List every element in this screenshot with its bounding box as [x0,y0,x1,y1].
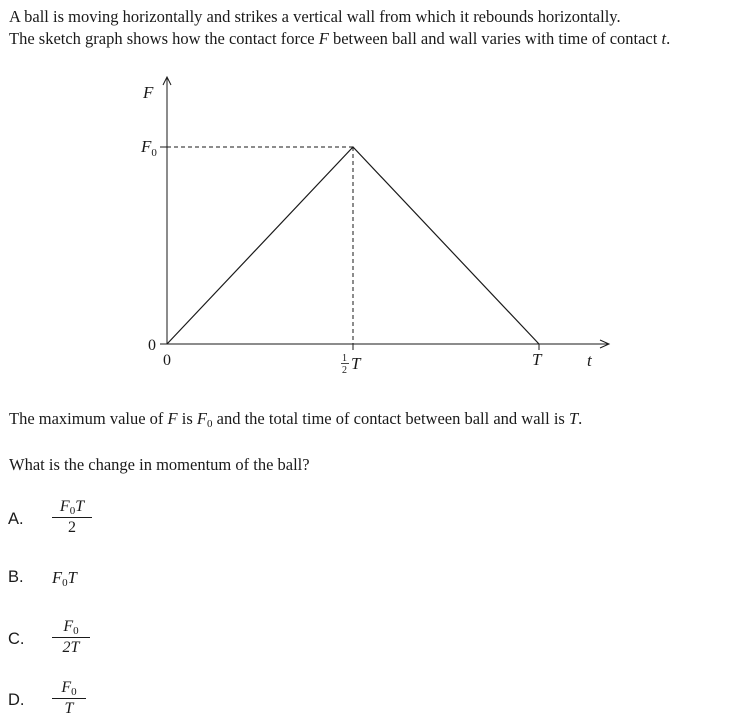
x-tick-label-zero: 0 [163,352,171,369]
intro-line-2-end: . [666,29,671,48]
y-tick-label-f0: $F_0$ [141,137,157,159]
max-value-statement: The maximum value of F is $F_0$ and the total time of contact between ball and wall is T. [9,409,583,430]
x-tick-label-half-num: 1 [342,353,347,364]
option-d-fraction: $\frac{F_0}{T}$ [52,678,86,719]
option-b-expression: $F_0T$ [52,568,77,589]
option-d[interactable] [8,678,208,722]
intro-line-1: A ball is moving horizontally and strikes a vertical wall from which it rebounds horizontally. [9,7,621,26]
option-letter: D. [8,691,25,709]
x-tick-label-half-t: T [351,354,361,373]
y-tick-label-zero: 0 [148,337,156,354]
intro-force-symbol: F [318,29,329,48]
x-tick-label-half-den: 2 [342,365,347,376]
option-b[interactable] [8,568,208,612]
option-letter: B. [8,568,24,586]
option-letter: A. [8,510,24,528]
option-c[interactable] [8,617,208,661]
option-c-fraction: $\frac{F_0}{2T}$ [52,617,90,658]
y-axis-label: F [143,83,154,102]
option-a[interactable] [8,497,208,541]
question-prompt: What is the change in momentum of the ball? [9,455,310,474]
option-letter: C. [8,630,25,648]
x-axis-label: t [587,351,592,370]
intro-line-2-b: between ball and wall varies with time of contact [328,29,662,48]
option-a-fraction: $\frac{F_0T}{2}$ [52,497,92,538]
x-tick-label-t: T [532,350,542,369]
intro-time-symbol: t [661,29,667,48]
intro-line-2-a: The sketch graph shows how the contact force [9,29,319,48]
